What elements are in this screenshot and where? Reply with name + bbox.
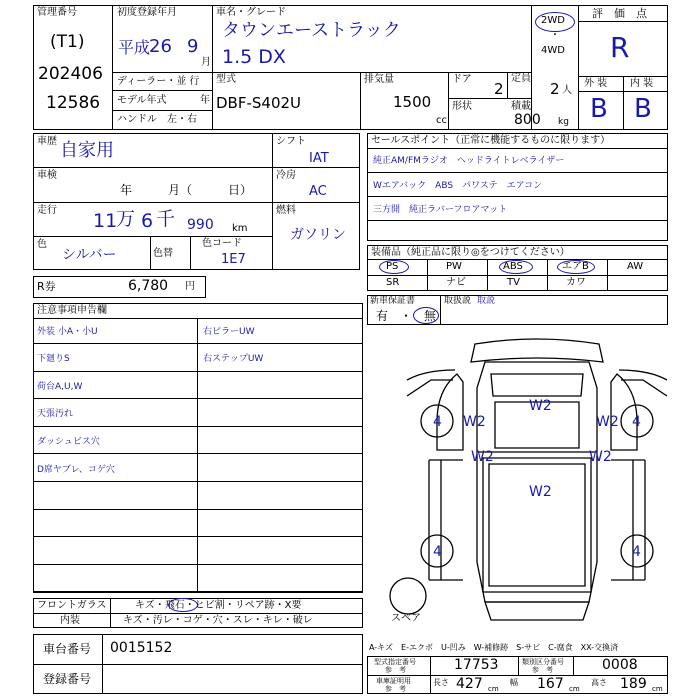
- ext-label: 外 装: [584, 78, 608, 89]
- shaken-text: 年 月（ 日）: [120, 183, 253, 197]
- era: 平成: [118, 38, 151, 57]
- note-left-1: 外装 小A・小U: [37, 327, 98, 337]
- equip-ps: PS: [386, 261, 399, 272]
- warranty-value: 有 ・ 無: [376, 309, 437, 323]
- shodo-label: 初度登録年月: [117, 7, 177, 18]
- mileage-sen: 6: [141, 210, 154, 232]
- cert-label: 車庫証明用: [376, 677, 411, 685]
- recycle-label: R券: [37, 280, 56, 293]
- class-value: 0008: [602, 657, 638, 673]
- notes-box: [33, 303, 363, 593]
- handle-label: ハンドル 左・右: [117, 114, 197, 125]
- equip-tv: TV: [507, 277, 520, 288]
- warranty-label: 新車保証書: [370, 296, 416, 306]
- note-left-4: 天張汚れ: [37, 409, 74, 419]
- door-value: 2: [494, 80, 504, 98]
- aircon-value: AC: [309, 184, 327, 199]
- mark-4-front-left: 4: [433, 414, 442, 430]
- reg-year: 26: [149, 36, 172, 57]
- warranty-no-circle: [413, 307, 439, 324]
- equip-aw: AW: [627, 261, 644, 272]
- sales-point-2: Wエアバック ABS パワステ エアコン: [373, 181, 543, 191]
- load-value: 800: [514, 112, 541, 128]
- equip-leather: カワ: [566, 277, 586, 288]
- color-change-label: 色替: [153, 248, 173, 259]
- model-year-label: モデル年式: [117, 95, 167, 106]
- man-unit: 万: [116, 208, 136, 230]
- length-unit: cm: [488, 685, 499, 693]
- notes-rule: [33, 343, 363, 344]
- class-label: 類別区分番号: [522, 658, 564, 666]
- equip-airbag: エアB: [562, 261, 589, 272]
- length-label: 長さ: [433, 678, 449, 687]
- damage-legend: A-キズ E-エクボ U-凹み W-補修跡 S-サビ C-腐食 XX-交換済: [369, 643, 619, 652]
- notes-rule: [33, 453, 363, 454]
- color-code: 1E7: [221, 252, 246, 267]
- manual-label: 取扱説: [444, 296, 472, 306]
- mark-w2-right-step: W2: [589, 449, 612, 465]
- note-left-5: ダッシュビス穴: [37, 437, 100, 447]
- height-label: 高さ: [591, 678, 607, 687]
- interior-value: キズ・汚レ・コゲ・穴・スレ・キレ・破レ: [123, 615, 313, 626]
- kanri-num1: 202406: [38, 64, 103, 84]
- car-name: タウンエーストラック: [222, 20, 401, 41]
- mark-w2-left-door: W2: [463, 414, 486, 430]
- mileage-man: 11: [93, 210, 118, 232]
- drive-4wd: 4WD: [541, 45, 565, 56]
- equip-abs: ABS: [503, 261, 523, 272]
- type-designation: 17753: [454, 657, 499, 673]
- note-right-2: 右ステップUW: [203, 354, 264, 364]
- eval-score: R: [610, 31, 630, 64]
- tobiishi-circle: [168, 598, 198, 612]
- manual-value: 取説: [477, 296, 496, 306]
- sales-title: セールスポイント（正常に機能するものに限ります）: [371, 135, 611, 146]
- disp-unit: cc: [436, 115, 447, 126]
- width-label: 幅: [510, 678, 518, 687]
- interior-label: 内装: [60, 615, 80, 626]
- equip-sr: SR: [386, 277, 400, 288]
- cap-unit: 人: [562, 85, 572, 96]
- load-label: 積載: [511, 101, 531, 112]
- mark-4-front-right: 4: [632, 414, 641, 430]
- width-value: 167: [537, 676, 564, 692]
- history-label: 車歴: [37, 136, 57, 147]
- cap-value: 2: [550, 80, 560, 98]
- height-value: 189: [620, 676, 647, 692]
- note-left-3: 荷台A,U,W: [37, 382, 83, 392]
- recycle-unit: 円: [185, 281, 195, 292]
- sales-point-3: 三方開 純正ラバーフロアマット: [373, 205, 508, 215]
- notes-rule: [33, 509, 363, 510]
- notes-rule: [33, 481, 363, 482]
- color-label: 色: [37, 239, 47, 250]
- vehicle-no: 0015152: [110, 640, 173, 656]
- disp-value: 1500: [393, 93, 432, 111]
- note-left-6: D席ヤブレ、コゲ穴: [37, 465, 115, 475]
- type-label: 型式: [216, 74, 236, 85]
- mark-4-rear-right: 4: [632, 544, 641, 560]
- front-glass-value: キズ・飛石・ヒビ割・リペア跡・X要: [135, 600, 302, 611]
- mark-4-rear-left: 4: [433, 544, 442, 560]
- history-value: 自家用: [60, 140, 114, 161]
- reg-no-label: 登録番号: [43, 672, 92, 686]
- load-unit: kg: [558, 117, 569, 127]
- notes-title: 注意事項申告欄: [37, 305, 107, 316]
- kanri-code: (T1): [50, 32, 85, 52]
- cert-ref: 参 考: [385, 685, 406, 693]
- notes-rule: [33, 564, 363, 565]
- note-left-2: 下廻りS: [37, 354, 70, 364]
- shift-value: IAT: [309, 151, 329, 166]
- mileage-label: 走行: [37, 205, 57, 216]
- car-grade: 1.5 DX: [222, 46, 286, 68]
- km-unit: km: [232, 223, 248, 234]
- shape-label: 形状: [452, 101, 472, 112]
- door-label: ドア: [452, 74, 472, 85]
- note-right-1: 右ピラーUW: [203, 327, 255, 337]
- mark-w2-left-step: W2: [471, 449, 494, 465]
- sen-unit: 千: [156, 208, 176, 230]
- height-unit: cm: [652, 685, 663, 693]
- mark-w2-roof: W2: [529, 398, 552, 414]
- vehicle-no-label: 車台番号: [43, 642, 92, 656]
- class-ref: 参 考: [532, 666, 553, 674]
- kanri-label: 管理番号: [37, 7, 77, 18]
- length-value: 427: [456, 676, 483, 692]
- sales-point-1: 純正AM/FMラジオ ヘッドライトレベライザー: [373, 156, 565, 166]
- aircon-label: 冷房: [276, 170, 296, 181]
- kanri-num2: 12586: [46, 93, 101, 113]
- model-year-unit: 年: [200, 95, 210, 106]
- int-grade: B: [634, 94, 652, 124]
- reg-month: 9: [187, 36, 199, 57]
- width-unit: cm: [569, 685, 580, 693]
- spare-label: スペア: [391, 613, 421, 624]
- front-glass-label: フロントガラス: [37, 600, 107, 611]
- notes-rule: [33, 371, 363, 372]
- fuel-label: 燃料: [276, 205, 296, 216]
- recycle-value: 6,780: [128, 278, 169, 294]
- type-designation-ref: 参 考: [385, 666, 406, 674]
- type-designation-label: 型式指定番号: [374, 658, 416, 666]
- fuel-value: ガソリン: [290, 227, 346, 243]
- mark-w2-bed: W2: [529, 484, 552, 500]
- shaken-label: 車検: [37, 170, 57, 181]
- ext-grade: B: [590, 94, 608, 124]
- name-label: 車名・グレード: [216, 7, 286, 18]
- equipment-title: 装備品（純正品に限り◎をつけてください）: [371, 247, 570, 258]
- disp-label: 排気量: [364, 74, 394, 85]
- cap-label: 定員: [511, 73, 531, 84]
- dealer-label: ディーラー・並 行: [117, 76, 200, 87]
- equip-navi: ナビ: [446, 277, 466, 288]
- type-value: DBF-S402U: [216, 94, 302, 112]
- recycle-box: [33, 276, 206, 298]
- shift-label: シフト: [276, 136, 306, 147]
- color-value: シルバー: [62, 247, 117, 263]
- notes-rule: [33, 591, 363, 592]
- eval-label: 評 価 点: [592, 7, 647, 20]
- mileage-rest: 990: [187, 217, 214, 233]
- notes-rule: [33, 398, 363, 399]
- drive-dot: ・: [550, 30, 560, 41]
- color-code-label: 色コード: [202, 238, 242, 249]
- mark-w2-right-door: W2: [596, 414, 619, 430]
- drive-2wd: 2WD: [541, 15, 565, 26]
- equip-pw: PW: [446, 261, 462, 272]
- int-label: 内 装: [630, 78, 654, 89]
- notes-rule: [33, 536, 363, 537]
- car-damage-diagram: [367, 330, 668, 630]
- month-unit: 月: [201, 57, 211, 68]
- notes-rule: [33, 426, 363, 427]
